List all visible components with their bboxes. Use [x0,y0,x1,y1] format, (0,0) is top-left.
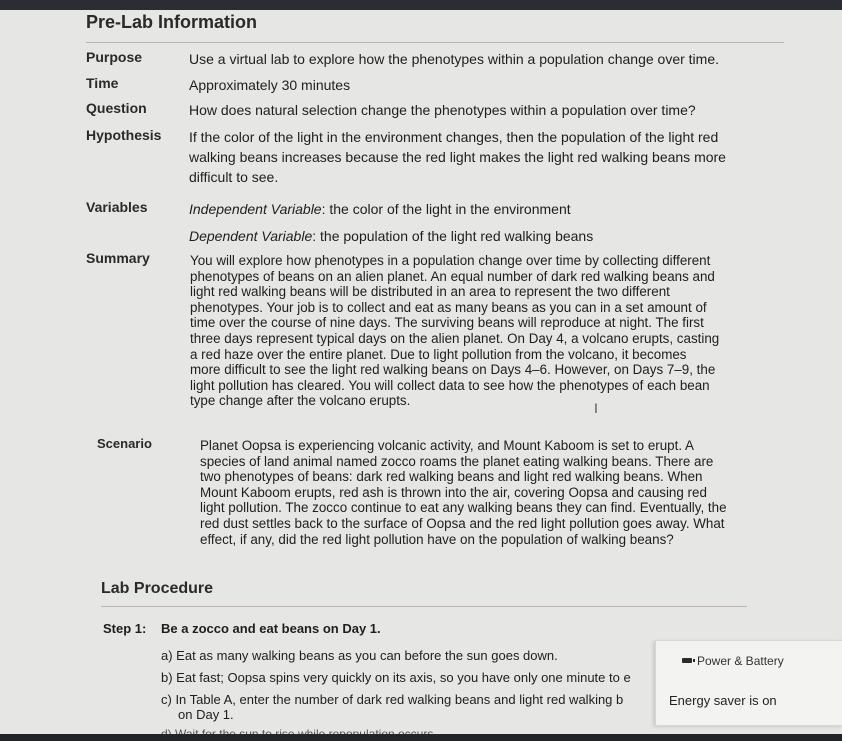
power-notification[interactable] [655,640,842,726]
page-title: Pre-Lab Information [86,12,258,32]
summary-text: You will explore how phenotypes in a population change over time by collecting different phenotypes of beans on an alien planet. An equal number of dark red walking beans and light red walking beans will be distributed in an area to represent the two different phenotypes. Your job is to collect and eat as many beans as you can in a set amount of time over the course of nine days. The surviving beans will reproduce at night. The first three days represent typical days on the alien planet. On Day 4, a volcano erupts, casting a red haze over the entire planet. Due to light pollution from the volcano, it becomes more difficult to see the light red walking beans on Days 4–6. However, on Days 7–9, the light pollution has cleared. You will collect data to see how the phenotypes of each bean type change after the volcano erupts. [190,253,720,409]
battery-icon [682,658,692,663]
scenario-label: Scenario [97,436,152,451]
step-a: a) Eat as many walking beans as you can before the sun goes down. [161,648,558,663]
divider [101,606,747,607]
step-c-continued: on Day 1. [178,707,234,722]
taskbar [0,734,842,741]
notification-title: Power & Battery [697,654,784,668]
question-label: Question [86,100,147,116]
hypothesis-text: If the color of the light in the environment changes, then the population of the light red walking beans increases because the red light makes the light red walking beans more difficult to see. [189,129,726,185]
time-label: Time [86,75,119,91]
time-value: Approximately 30 minutes [189,77,351,93]
summary-label: Summary [86,250,150,266]
step1-label: Step 1: [103,621,147,636]
independent-variable: Independent Variable: the color of the light in the environment [189,201,571,217]
step-c: c) In Table A, enter the number of dark red walking beans and light red walking b [161,692,624,707]
question-value: How does natural selection change the phenotypes within a population over time? [189,102,696,118]
notification-text: Energy saver is on [669,693,777,708]
variables-label: Variables [86,199,148,215]
top-window-bar [0,0,842,10]
step-b: b) Eat fast; Oopsa spins very quickly on its axis, so you have only one minute to e [161,670,631,685]
purpose-value: Use a virtual lab to explore how the phenotypes within a population change over time. [189,51,719,67]
step1-title: Be a zocco and eat beans on Day 1. [161,621,381,636]
divider [86,42,784,43]
procedure-title: Lab Procedure [101,580,214,597]
scenario-text: Planet Oopsa is experiencing volcanic activity, and Mount Kaboom is set to erupt. A species of land animal named zocco roams the planet eating walking beans. There are two phenotypes of beans: dark red walking beans and light red walking beans. When Mount Kaboom erupts, red ash is thrown into the air, covering Oopsa and causing red light pollution. The zocco continue to eat any walking beans they can find. Eventually, the red dust settles back to the surface of Oopsa and the red light pollution goes away. What effect, if any, did the red light pollution have on the population of walking beans? [200,438,727,547]
battery-tip-icon [693,659,695,662]
hypothesis-label: Hypothesis [86,127,162,143]
dependent-variable: Dependent Variable: the population of the light red walking beans [189,228,594,244]
text-cursor-icon: I [594,400,598,416]
purpose-label: Purpose [86,49,143,65]
